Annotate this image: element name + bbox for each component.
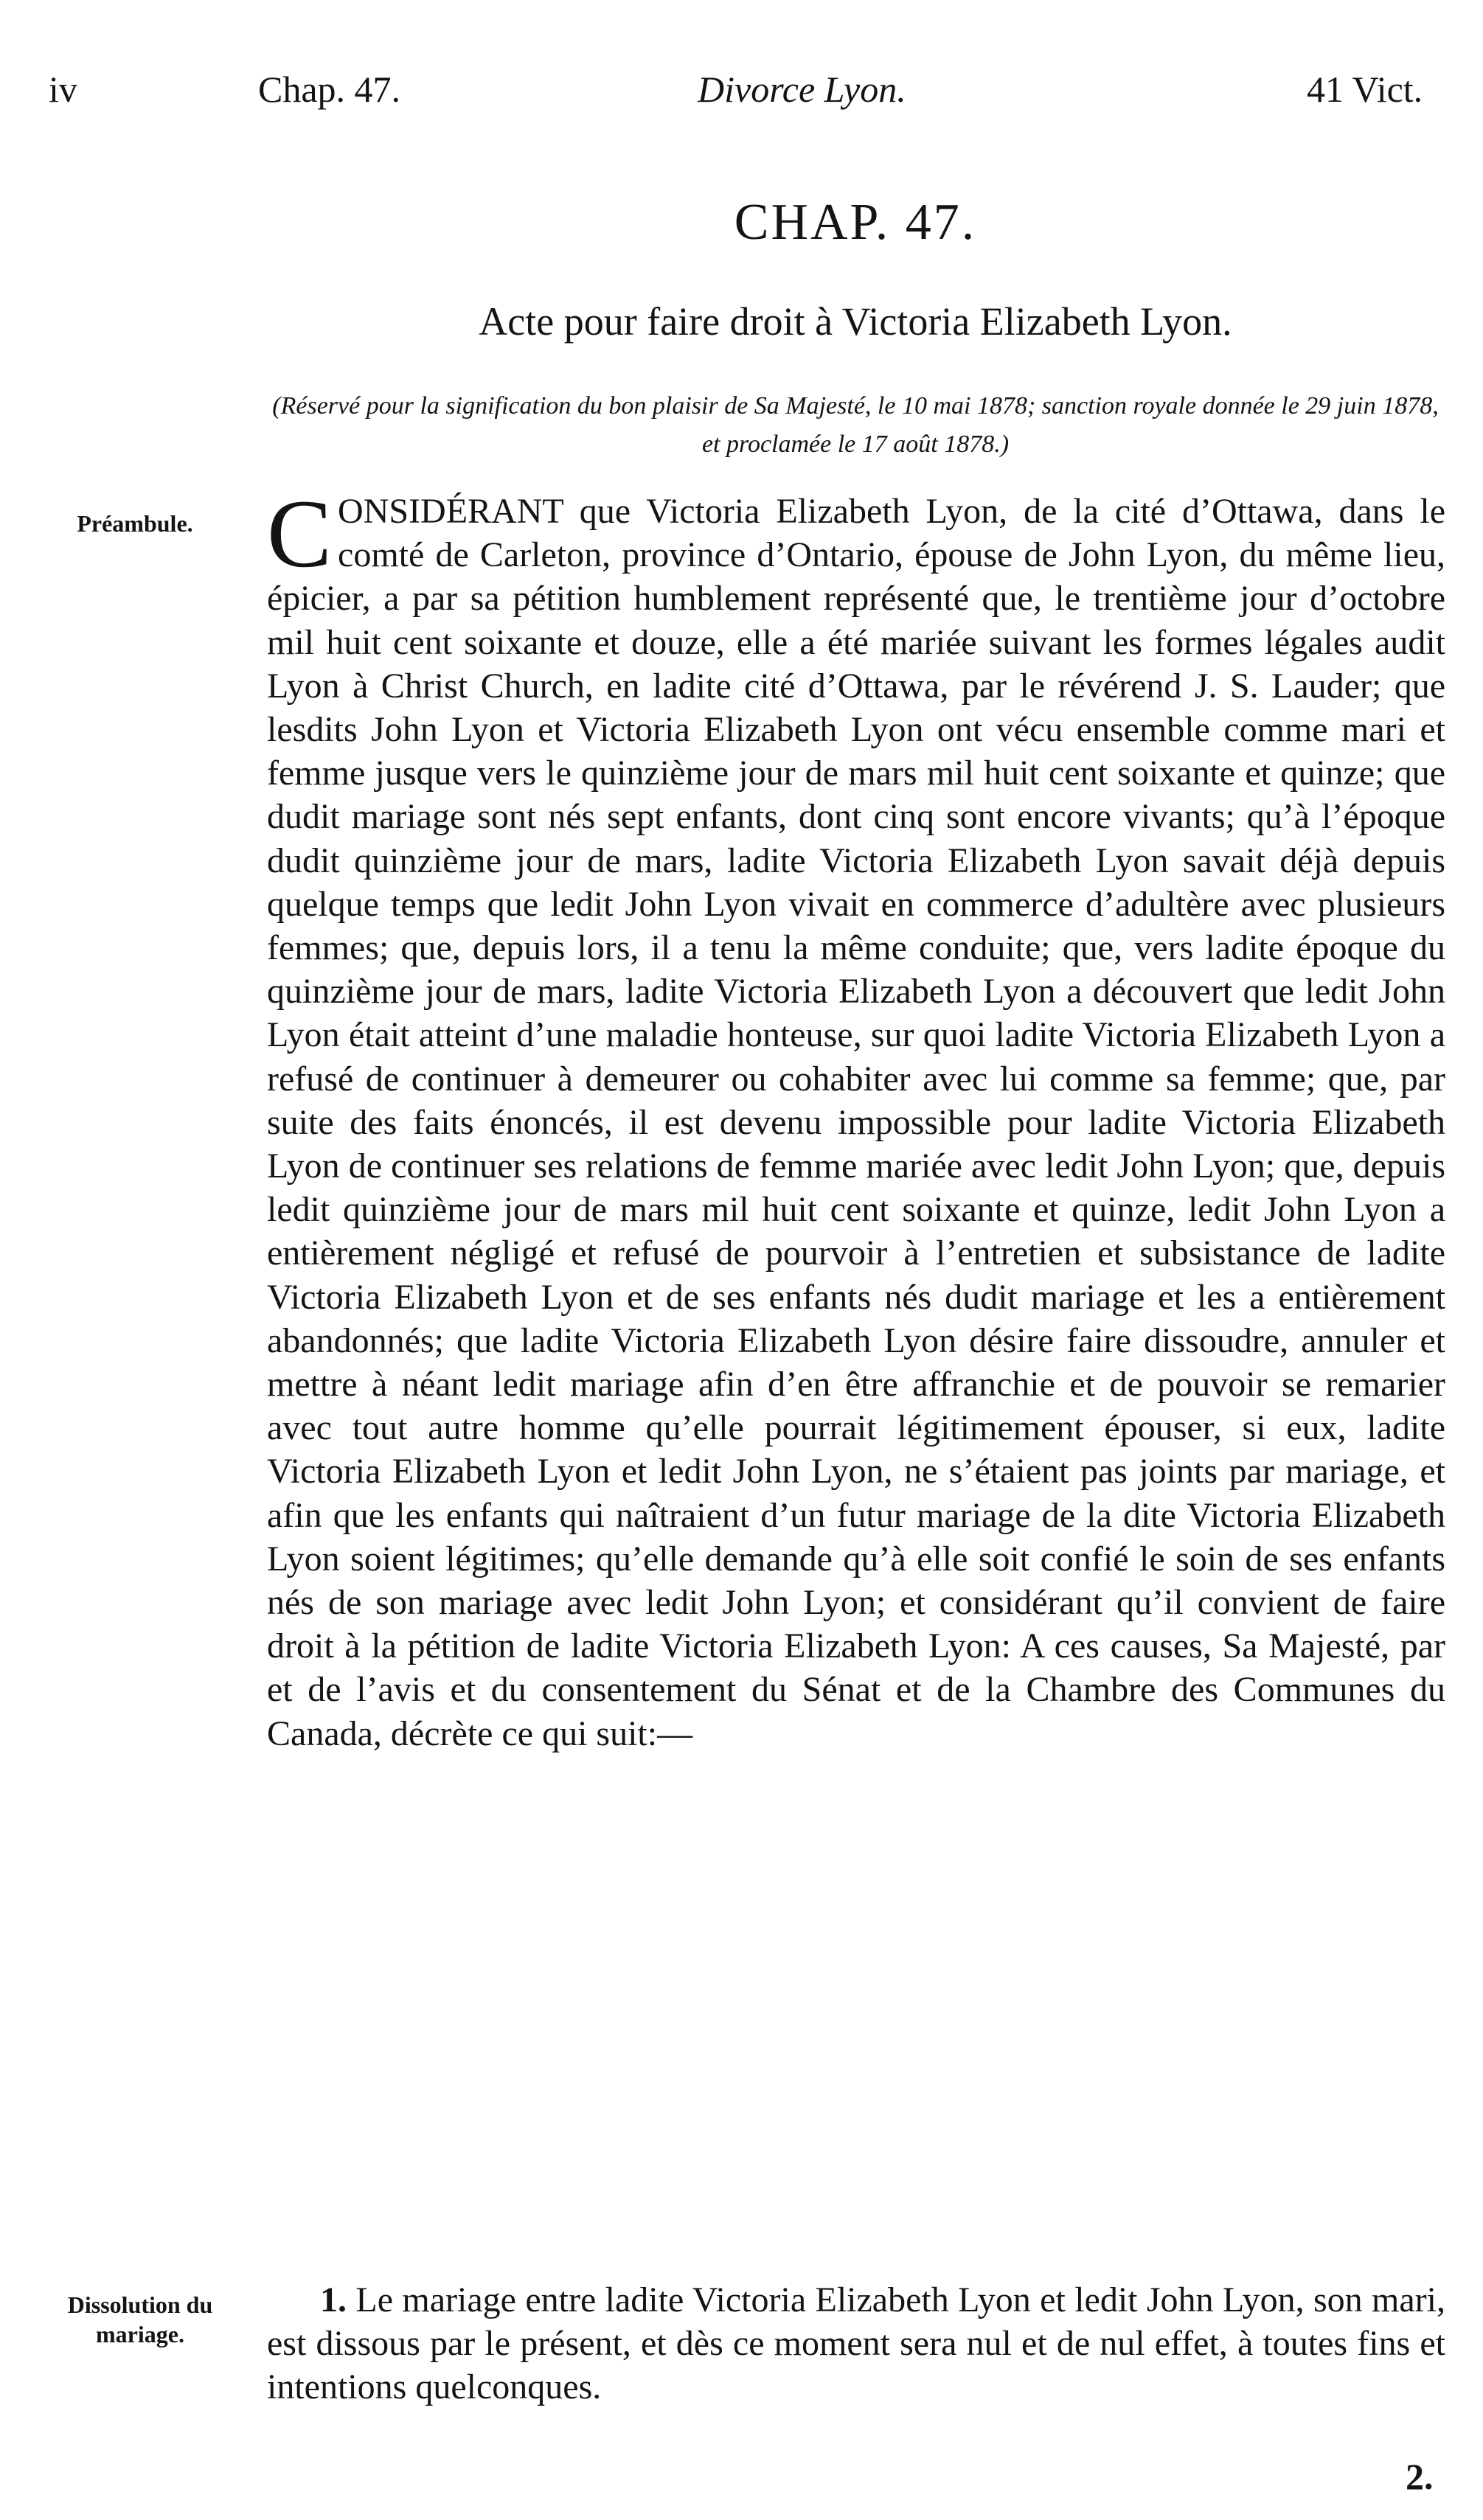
- running-header: [0, 68, 1483, 119]
- section-1-text: Le mariage entre ladite Victoria Elizabeth Lyon et ledit John Lyon, son mari, est dissous par le présent, et dès ce moment sera nul et de nul effet, à toutes fins et intentions quelconques.: [267, 2280, 1445, 2407]
- preamble-paragraph: [267, 479, 1445, 1755]
- drop-cap: C: [267, 479, 333, 588]
- chapter-heading: CHAP. 47.: [734, 194, 977, 251]
- reservation-note: (Réservé pour la signification du bon plaisir de Sa Majesté, le 10 mai 1878; sanction royale donnée le 29 juin 1878, et proclamée le 17 août 1878.): [272, 392, 1439, 458]
- catchword: 2.: [1406, 2456, 1434, 2497]
- header-regnal-year: 41 Vict.: [1307, 69, 1423, 110]
- preamble-text: ONSIDÉRANT que Victoria Elizabeth Lyon, de la cité d’Ottawa, dans le comté de Carleton, province d’Ontario, épouse de John Lyon, du même lieu, épicier, a par sa pétition humblement représenté que, le trentième jour d’octobre mil huit cent soixante et douze, elle a été mariée suivant les formes légales audit Lyon à Christ Church, en ladite cité d’Ottawa, par le révérend J. S. Lauder; que lesdits John Lyon et Victoria Elizabeth Lyon ont vécu ensemble comme mari et femme jusque vers le quinzième jour de mars mil huit cent soixante et quinze; que dudit mariage sont nés sept enfants, dont cinq sont encore vivants; qu’à l’époque dudit quinzième jour de mars, ladite Victoria Elizabeth Lyon savait déjà depuis quelque temps que ledit John Lyon vivait en commerce d’adultère avec plusieurs femmes; que, depuis lors, il a tenu la même conduite; que, vers ladite époque du quinzième jour de mars, ladite Victoria Elizabeth Lyon a découvert que ledit John Lyon était atteint d’une maladie honteuse, sur quoi ladite Victoria Elizabeth Lyon a refusé de continuer à demeurer ou cohabiter avec lui comme sa femme; que, par suite des faits énoncés, il est devenu impossible pour ladite Victoria Elizabeth Lyon de continuer ses relations de femme mariée avec ledit John Lyon; que, depuis ledit quinzième jour de mars mil huit cent soixante et quinze, ledit John Lyon a entièrement négligé et refusé de pourvoir à l’entretien et subsistance de ladite Victoria Elizabeth Lyon et de ses enfants nés dudit mariage et les a entièrement abandonnés; que ladite Victoria Elizabeth Lyon désire faire dissoudre, annuler et mettre à néant ledit mariage afin d’en être affranchie et de pouvoir se remarier avec tout autre homme qu’elle pourrait légitimement épouser, si eux, ladite Victoria Elizabeth Lyon et ledit John Lyon, ne s’étaient pas joints par mariage, et afin que les enfants qui naîtraient d’un futur mariage de la dite Victoria Elizabeth Lyon soient légitimes; qu’elle demande qu’à elle soit confié le soin de ses enfants nés de son mariage avec ledit John Lyon; et considérant qu’il convient de faire droit à la pétition de ladite Victoria Elizabeth Lyon: A ces causes, Sa Majesté, par et de l’avis et du consentement du Sénat et de la Chambre des Communes du Canada, décrète ce qui suit:—: [267, 492, 1445, 1753]
- act-title: Acte pour faire droit à Victoria Elizabeth Lyon.: [479, 299, 1232, 344]
- header-title: Divorce Lyon.: [698, 69, 906, 110]
- margin-note-preamble: Préambule.: [77, 510, 193, 537]
- margin-note-dissolution: Dissolution du mariage.: [67, 2291, 213, 2347]
- header-chapter: Chap. 47.: [258, 69, 401, 110]
- section-number: 1.: [320, 2280, 347, 2319]
- page-number: iv: [49, 69, 77, 110]
- section-1-paragraph: [267, 2278, 1445, 2409]
